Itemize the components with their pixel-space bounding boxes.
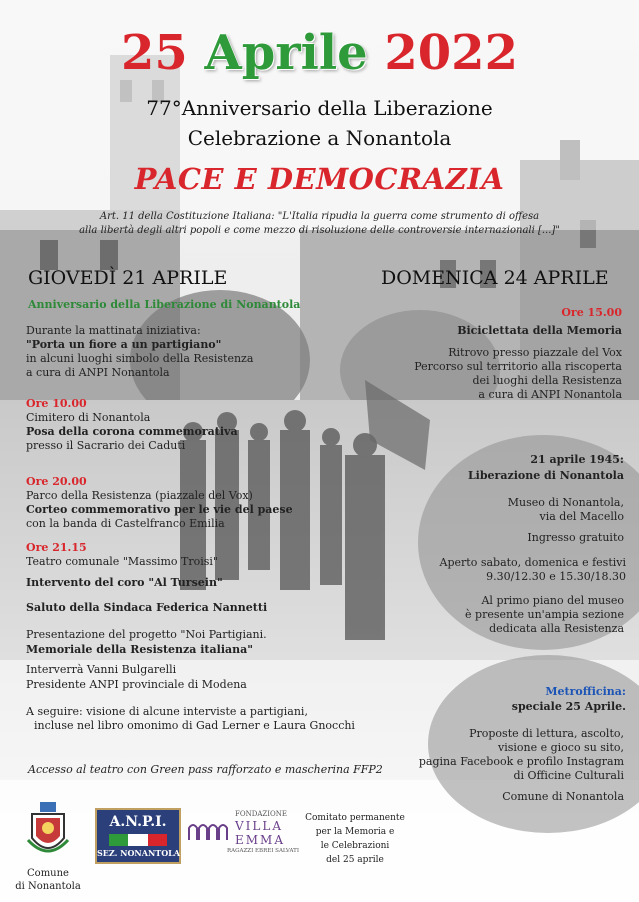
anpi-logo-title: A.N.P.I. (109, 814, 167, 830)
villa-subtitle: RAGAZZI EBREI SALVATI (227, 848, 300, 854)
committee-line4: del 25 aprile (326, 855, 384, 865)
metrofficina-org: Comune di Nonantola (502, 790, 624, 803)
time-1000: Ore 10.00 (26, 397, 87, 410)
museum-note3: dedicata alla Resistenza (489, 622, 624, 635)
project-line1: Presentazione del progetto "Noi Partigiani. (26, 628, 267, 641)
museum-note2: è presente un'ampia sezione (465, 608, 624, 621)
morning-line1: Durante la mattinata iniziativa: (26, 324, 201, 337)
committee-line2: per la Memoria e (315, 827, 395, 837)
comune-label1: Comune (27, 868, 69, 879)
event1-line2: Posa della corona commemorativa (26, 425, 238, 438)
metrofficina-title: speciale 25 Aprile. (511, 700, 626, 713)
event3-line2: Intervento del coro "Al Tursein" (26, 576, 223, 589)
morning-line2: "Porta un fiore a un partigiano" (26, 338, 222, 351)
title-day: 25 (121, 25, 205, 81)
museum-note1: Al primo piano del museo (481, 594, 624, 607)
comune-crest-icon (26, 800, 70, 862)
time-2000: Ore 20.00 (26, 475, 87, 488)
project-line2: Memoriale della Resistenza italiana" (26, 643, 253, 656)
right-day-heading: DOMENICA 24 APRILE (381, 267, 609, 289)
left-day-heading: GIOVEDÌ 21 APRILE (28, 267, 228, 289)
event2-line1: Parco della Resistenza (piazzale del Vox) (26, 489, 253, 502)
villa-foundation: FONDAZIONE (235, 810, 287, 818)
morning-line3: in alcuni luoghi simbolo della Resistenza (26, 352, 254, 365)
anpi-flag (109, 834, 167, 846)
after-line2: incluse nel libro omonimo di Gad Lerner e Laura Gnocchi (34, 719, 355, 732)
time-1500: Ore 15.00 (561, 306, 622, 319)
time-2115: Ore 21.15 (26, 541, 87, 554)
villa-name1: VILLA (235, 819, 284, 833)
villa-name2: EMMA (235, 833, 285, 847)
metrofficina-line3: pagina Facebook e profilo Instagram (418, 755, 624, 768)
bike-line4: a cura di ANPI Nonantola (478, 388, 622, 401)
motto: PACE E DEMOCRAZIA (134, 162, 505, 196)
bike-line2: Percorso sul territorio alla riscoperta (414, 360, 622, 373)
museum-title: Liberazione di Nonantola (467, 469, 624, 482)
bike-title: Biciclettata della Memoria (457, 324, 622, 337)
museum-date: 21 aprile 1945: (530, 453, 624, 466)
museum-place1: Museo di Nonantola, (507, 496, 624, 509)
event3-line1: Teatro comunale "Massimo Troisi" (26, 555, 219, 568)
speaker-line2: Presidente ANPI provinciale di Modena (26, 678, 247, 691)
left-subheading: Anniversario della Liberazione di Nonantola (28, 298, 301, 311)
museum-entry: Ingresso gratuito (527, 531, 624, 544)
main-title (0, 24, 639, 82)
subtitle-anniversary: 77°Anniversario della Liberazione (146, 96, 493, 120)
subtitle-celebration: Celebrazione a Nonantola (187, 126, 452, 150)
comune-label2: di Nonantola (15, 881, 81, 892)
title-month: Aprile (204, 25, 368, 81)
metrofficina-line1: Proposte di lettura, ascolto, (469, 727, 624, 740)
metrofficina-line4: di Officine Culturali (513, 769, 624, 782)
constitution-quote-line1: Art. 11 della Costituzione Italiana: "L'Italia ripudia la guerra come strumento di offesa (99, 211, 540, 222)
after-line1: A seguire: visione di alcune interviste a partigiani, (26, 705, 308, 718)
metrofficina-line2: visione e gioco su sito, (497, 741, 624, 754)
villa-emma-logo (187, 808, 300, 858)
committee-line1: Comitato permanente (305, 813, 405, 823)
access-note: Accesso al teatro con Green pass rafforzato e mascherina FFP2 (28, 763, 383, 776)
event1-line3: presso il Sacrario dei Caduti (26, 439, 186, 452)
museum-hours2: 9.30/12.30 e 15.30/18.30 (486, 570, 626, 583)
event1-line1: Cimitero di Nonantola (26, 411, 151, 424)
metrofficina-name: Metrofficina: (545, 685, 626, 698)
event2-line3: con la banda di Castelfranco Emilia (26, 517, 225, 530)
museum-place2: via del Macello (539, 510, 624, 523)
title-year: 2022 (367, 25, 518, 81)
museum-hours1: Aperto sabato, domenica e festivi (439, 556, 626, 569)
anpi-logo (95, 808, 181, 864)
greeting: Saluto della Sindaca Federica Nannetti (26, 601, 268, 614)
villa-emma-arches-icon (187, 820, 231, 842)
morning-line4: a cura di ANPI Nonantola (26, 366, 170, 379)
bike-line1: Ritrovo presso piazzale del Vox (448, 346, 622, 359)
speaker-line1: Interverrà Vanni Bulgarelli (26, 663, 177, 676)
anpi-logo-section: SEZ. NONANTOLA (97, 848, 181, 858)
committee-line3: le Celebrazioni (320, 841, 390, 851)
bike-line3: dei luoghi della Resistenza (472, 374, 622, 387)
event2-line2: Corteo commemorativo per le vie del paese (26, 503, 293, 516)
constitution-quote-line2: alla libertà degli altri popoli e come mezzo di risoluzione delle controversie internazionali [...]" (79, 225, 560, 236)
